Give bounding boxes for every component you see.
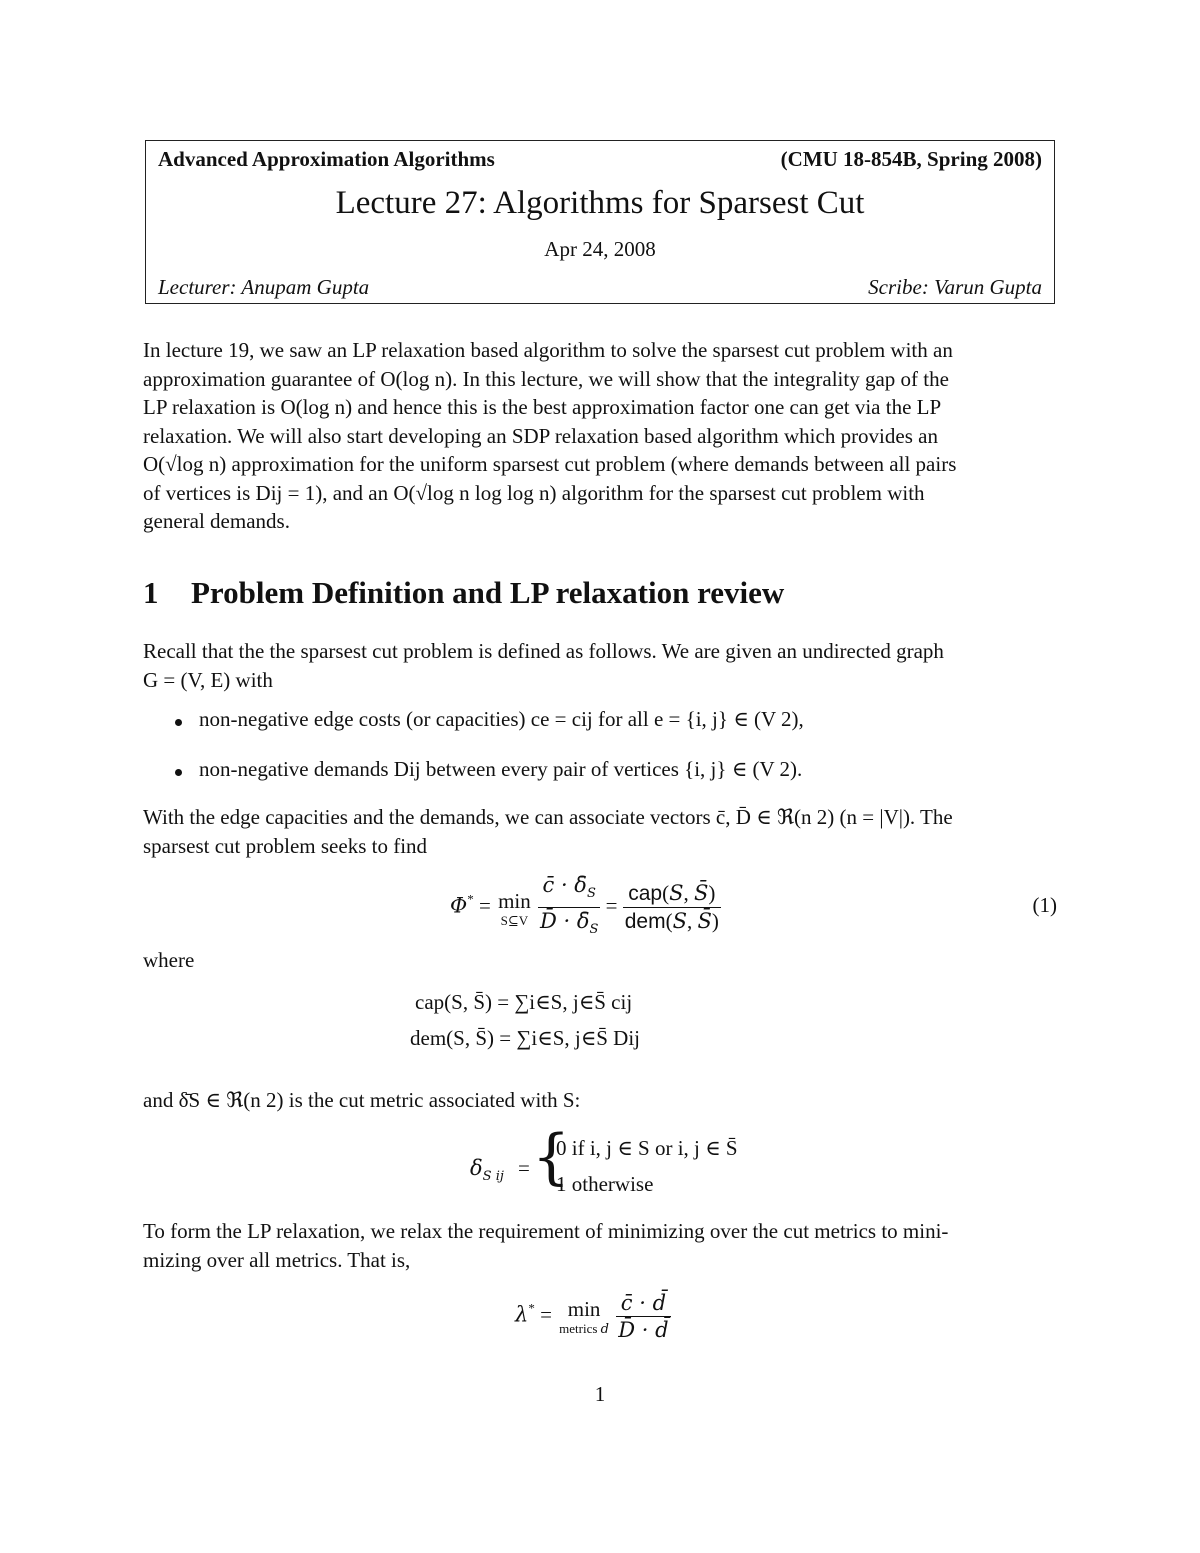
- lecture-date: Apr 24, 2008: [544, 237, 656, 261]
- where-label: where: [143, 948, 195, 972]
- lecture-title: Lecture 27: Algorithms for Sparsest Cut: [335, 185, 865, 221]
- cut-metric-paragraph: [143, 1086, 1057, 1115]
- bullet-text: non-negative demands Dij between every pair of vertices {i, j} ∈ (V 2).: [199, 757, 803, 781]
- section-heading: [143, 575, 784, 611]
- intro-paragraph: [143, 336, 1057, 536]
- lecturer: Lecturer: Anupam Gupta: [158, 275, 370, 299]
- paper-page: Advanced Approximation Algorithms (CMU 18-854B, Spring 2008) Lecture 27: Algorithms for Sparsest Cut Apr 24, 2008 Lecturer: Anupam Gupta Scribe: Varun Gupta In lecture 19, we saw an LP relaxation based algorithm to solve the sparsest cut problem with an approximation guarantee of O(log n). In this lecture, we will show that the integrality gap of the LP relaxation is O(log n) and hence this is the best approximation factor one can get via the LP relaxation. We will also start developing an SDP relaxation based algorithm which provides an O(√log n) approximation for the uniform sparsest cut problem (where demands between all pairs of vertices is Dij = 1), and an O(√log n log log n) algorithm for the sparsest cut problem with general demands. 1 Problem Definition and LP relaxation review Recall that the the sparsest cut problem is defined as follows. We are given an undirected graph G = (V, E) with non-negative edge costs (or capacities) ce = cij for all e = {i, j} ∈ (V 2), non-negative demands Dij between every pair of vertices {i, j} ∈ (V 2). With the edge capacities and the demands, we can associate vectors c̄, D̄ ∈ ℜ(n 2) (n = |V|). The sparsest cut problem seeks to find Φ* = min S⊆V $\frac{c̄ \cdot \deltā_S}{D̄ \cdot \deltā_S}$ = $\frac{\text{cap(S, S̄)}}{\text{dem(S, S̄)}}$ (1) where cap(S, S̄) = ∑i∈S, j∈S̄ cij dem(S, S̄) = ∑i∈S, j∈S̄ Dij and δ̄S ∈ ℜ(n 2) is the cut metric associated with S: $\delta_{S ij}$ = { 0 if i, j ∈ S or i, j ∈ S̄ 1 otherwise To form the LP relaxation, we relax the requirement of minimizing over the cut metrics to mini- mizing over all metrics. That is, λ* = min metrics d $\frac{c̄ \cdot d̄}{D̄ \cdot d̄}$ 1: [0, 0, 1200, 1553]
- intro-line: O(√log n) approximation for the uniform sparsest cut problem (where demands between all pairs: [143, 452, 957, 476]
- lp-line: mizing over all metrics. That is,: [143, 1247, 411, 1272]
- equation-number: (1): [1032, 893, 1057, 917]
- intro-line: general demands.: [143, 509, 290, 533]
- page-number: 1: [594, 1382, 606, 1406]
- lecture-header-box: [145, 140, 1055, 304]
- intro-line: relaxation. We will also start developing an SDP relaxation based algorithm which provides an: [143, 423, 938, 448]
- scribe: Scribe: Varun Gupta: [868, 275, 1042, 299]
- vectors-line: With the edge capacities and the demands, we can associate vectors c̄, D̄ ∈ ℜ(n 2) (n = |V|). The: [143, 805, 953, 829]
- section-number: 1: [143, 575, 159, 610]
- course-name: Advanced Approximation Algorithms: [158, 147, 495, 171]
- intro-line: In lecture 19, we saw an LP relaxation based algorithm to solve the sparsest cut problem with an: [143, 338, 953, 362]
- lp-line: To form the LP relaxation, we relax the requirement of minimizing over the cut metrics to mini-: [143, 1219, 949, 1243]
- intro-line: of vertices is Dij = 1), and an O(√log n log log n) algorithm for the sparsest cut problem with: [143, 480, 925, 505]
- vectors-paragraph: [143, 803, 1057, 860]
- dem-definition: dem(S, S̄) = ∑i∈S, j∈S̄ Dij: [410, 1026, 641, 1050]
- equation-1: Φ* = min S⊆V $\frac{c̄ \cdot \deltā_S}{D̄ \cdot \deltā_S}$ = $\frac{\text{cap(S, S̄)}}{\text{dem(S, S̄)}}$: [450, 873, 719, 937]
- case-zero: 0 if i, j ∈ S or i, j ∈ S̄: [556, 1136, 738, 1160]
- section-title: Problem Definition and LP relaxation review: [191, 575, 785, 610]
- lp-relaxation-paragraph: [143, 1217, 1057, 1274]
- bullet-text: non-negative edge costs (or capacities) ce = cij for all e = {i, j} ∈ (V 2),: [199, 707, 804, 731]
- cap-definition: cap(S, S̄) = ∑i∈S, j∈S̄ cij: [415, 990, 633, 1014]
- definition-paragraph: [143, 637, 1057, 694]
- where-text: [143, 946, 1057, 975]
- equation-2: λ* = min metrics d $\frac{c̄ \cdot d̄}{D̄ \cdot d̄}$: [515, 1291, 669, 1342]
- course-code: (CMU 18-854B, Spring 2008): [780, 147, 1042, 171]
- intro-line: approximation guarantee of O(log n). In this lecture, we will show that the integrality gap of the: [143, 366, 949, 391]
- case-one: 1 otherwise: [556, 1172, 654, 1196]
- definition-line: Recall that the the sparsest cut problem is defined as follows. We are given an undirected graph: [143, 639, 944, 663]
- bullet-dot: [175, 769, 182, 776]
- cut-metric-line: and δ̄S ∈ ℜ(n 2) is the cut metric associated with S:: [143, 1088, 581, 1112]
- vectors-line: sparsest cut problem seeks to find: [143, 833, 428, 858]
- bullet-dot: [175, 719, 182, 726]
- intro-line: LP relaxation is O(log n) and hence this is the best approximation factor one can get via the LP: [143, 395, 942, 419]
- definition-line: G = (V, E) with: [143, 667, 273, 692]
